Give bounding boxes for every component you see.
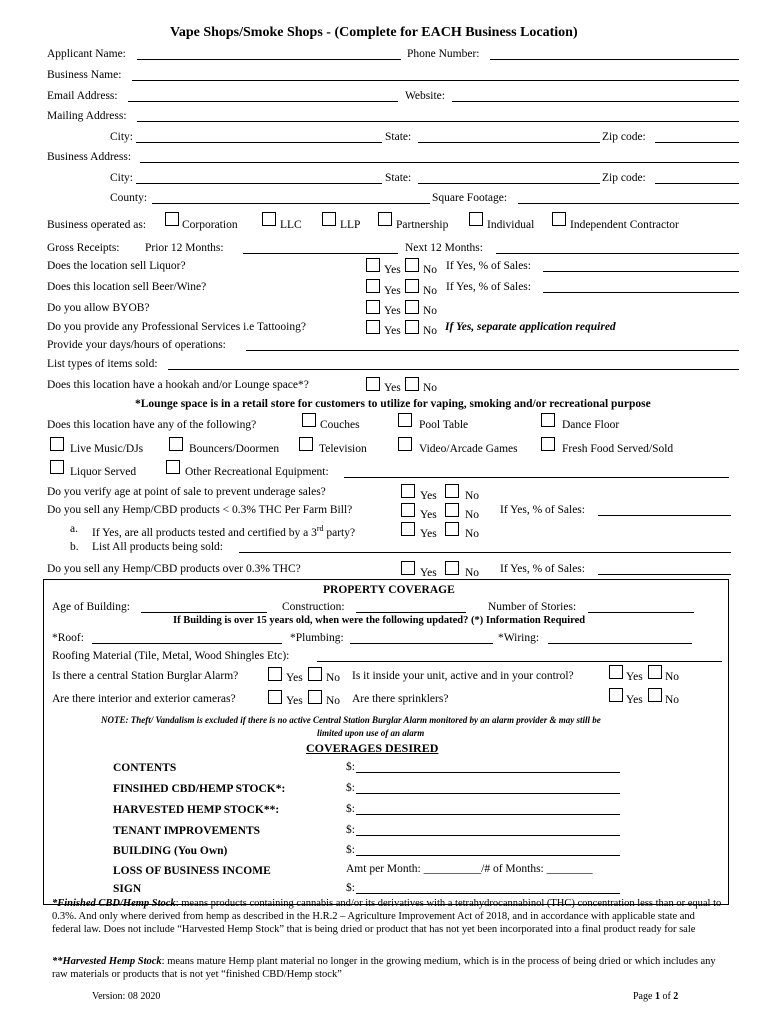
dance-floor-checkbox[interactable] — [541, 413, 555, 427]
features-question: Does this location have any of the following? — [47, 419, 257, 431]
pool-table-label: Pool Table — [419, 419, 469, 431]
harvested-hemp-label: HARVESTED HEMP STOCK**: — [113, 804, 280, 816]
sprinklers-question: Are there sprinklers? — [352, 693, 449, 705]
bouncers-checkbox[interactable] — [169, 437, 183, 451]
services-yes-label: Yes — [384, 325, 401, 337]
version-label: Version: 08 2020 — [92, 991, 161, 1002]
sprinklers-yes-checkbox[interactable] — [609, 688, 623, 702]
live-music-checkbox[interactable] — [50, 437, 64, 451]
fresh-food-checkbox[interactable] — [541, 437, 555, 451]
mailing-zip-field[interactable] — [655, 142, 739, 143]
liquor-question: Does the location sell Liquor? — [47, 260, 186, 272]
business-city-label: City: — [110, 172, 134, 184]
partnership-checkbox[interactable] — [378, 212, 392, 226]
finished-hemp-amount-field[interactable] — [356, 793, 620, 794]
burglar-alarm-question: Is there a central Station Burglar Alarm? — [52, 670, 239, 682]
hookah-question: Does this location have a hookah and/or Lounge space*? — [47, 379, 309, 391]
business-state-field[interactable] — [418, 183, 600, 184]
applicant-name-label: Applicant Name: — [47, 48, 126, 60]
hours-label: Provide your days/hours of operations: — [47, 339, 226, 351]
sign-amount-field[interactable] — [356, 893, 620, 894]
items-sold-field[interactable] — [168, 369, 739, 370]
beer-wine-pct-label: If Yes, % of Sales: — [446, 281, 531, 293]
liquor-served-checkbox[interactable] — [50, 460, 64, 474]
hemp-low-thc-question: Do you sell any Hemp/CBD products < 0.3% THC Per Farm Bill? — [47, 504, 353, 516]
cameras-question: Are there interior and exterior cameras? — [52, 693, 236, 705]
finished-hemp-label: FINSIHED CBD/HEMP STOCK*: — [113, 783, 286, 795]
gross-receipts-label: Gross Receipts: — [47, 242, 120, 254]
business-operated-as-label: Business operated as: — [47, 219, 147, 231]
prior-months-field[interactable] — [243, 253, 398, 254]
email-field[interactable] — [128, 101, 398, 102]
mailing-zip-label: Zip code: — [602, 131, 646, 143]
tenant-improvements-amount-field[interactable] — [356, 835, 620, 836]
hours-field[interactable] — [246, 350, 739, 351]
harvested-hemp-text: : means mature Hemp plant material no longer in the growing medium, which is in the process of being dried or which includes any raw materials or products that is not yet “finished CBD/Hemp stock” — [52, 956, 716, 980]
alarm-no-label: No — [326, 672, 341, 684]
couches-checkbox[interactable] — [302, 413, 316, 427]
mailing-city-label: City: — [110, 131, 134, 143]
stories-field[interactable] — [588, 612, 694, 613]
fresh-food-label: Fresh Food Served/Sold — [562, 443, 674, 455]
tested-certified-tail: party? — [323, 526, 356, 539]
website-label: Website: — [405, 90, 445, 102]
plumbing-label: *Plumbing: — [290, 632, 344, 644]
products-sold-field[interactable] — [239, 552, 731, 553]
mailing-address-field[interactable] — [137, 121, 739, 122]
television-checkbox[interactable] — [299, 437, 313, 451]
in-unit-no-label: No — [665, 671, 680, 683]
dance-floor-label: Dance Floor — [562, 419, 620, 431]
email-label: Email Address: — [47, 90, 118, 102]
other-equipment-checkbox[interactable] — [166, 460, 180, 474]
finished-hemp-definition — [52, 897, 724, 936]
business-name-field[interactable] — [132, 80, 739, 81]
mailing-city-field[interactable] — [136, 142, 382, 143]
tested-certified-question — [92, 522, 355, 540]
corporation-label: Corporation — [182, 219, 238, 231]
verify-age-question: Do you verify age at point of sale to prevent underage sales? — [47, 486, 326, 498]
page-total: 2 — [673, 991, 679, 1002]
page-of-word: of — [662, 991, 671, 1002]
page-current: 1 — [654, 991, 660, 1002]
sprinklers-no-label: No — [665, 694, 680, 706]
hemp-high-no-checkbox[interactable] — [445, 561, 459, 575]
business-address-field[interactable] — [140, 162, 739, 163]
hemp-low-yes-label: Yes — [420, 509, 437, 521]
hookah-yes-label: Yes — [384, 382, 401, 394]
building-update-note: If Building is over 15 years old, when were the following updated? (*) Information Required — [173, 615, 586, 626]
business-address-label: Business Address: — [47, 151, 132, 163]
tenant-improvements-amount-label: $: — [346, 824, 355, 836]
sprinklers-yes-label: Yes — [626, 694, 643, 706]
services-yes-checkbox[interactable] — [366, 320, 380, 334]
verify-age-yes-label: Yes — [420, 490, 437, 502]
liquor-no-label: No — [423, 264, 438, 276]
sign-label: SIGN — [113, 883, 142, 895]
business-name-label: Business Name: — [47, 69, 122, 81]
in-unit-no-checkbox[interactable] — [648, 665, 662, 679]
cameras-yes-label: Yes — [286, 695, 303, 707]
video-arcade-checkbox[interactable] — [398, 437, 412, 451]
stories-label: Number of Stories: — [488, 601, 577, 613]
llc-checkbox[interactable] — [262, 212, 276, 226]
hemp-low-no-label: No — [465, 509, 480, 521]
contents-amount-field[interactable] — [356, 772, 620, 773]
verify-age-no-label: No — [465, 490, 480, 502]
wiring-label: *Wiring: — [498, 632, 540, 644]
phone-label: Phone Number: — [407, 48, 480, 60]
alarm-exclusion-note-line2: limited upon use of an alarm — [317, 728, 425, 738]
business-city-field[interactable] — [136, 183, 382, 184]
byob-no-label: No — [423, 305, 438, 317]
pool-table-checkbox[interactable] — [398, 413, 412, 427]
mailing-state-field[interactable] — [418, 142, 600, 143]
business-zip-field[interactable] — [655, 183, 739, 184]
mailing-state-label: State: — [385, 131, 412, 143]
other-equipment-label: Other Recreational Equipment: — [185, 466, 329, 478]
county-label: County: — [110, 192, 148, 204]
roof-field[interactable] — [92, 643, 282, 644]
tested-certified-text: If Yes, are all products tested and certified by a 3 — [92, 526, 317, 539]
contents-amount-label: $: — [346, 761, 355, 773]
finished-hemp-text: : means products containing cannabis and/or its derivatives with a tetrahydrocannabinol (THC) concentration less than or equal to 0.3%. And only where derived from hemp as described in the H.R.2 – Agriculture Improvement Act of 2018, and in accordance with applicable state and federal law. Does not include “Harvested Hemp Stock” that is being dried or product that has not yet been incorporated into a final product ready for sale — [52, 898, 722, 935]
mailing-address-label: Mailing Address: — [47, 110, 127, 122]
roofing-material-field[interactable] — [317, 661, 722, 662]
coverages-heading: COVERAGES DESIRED — [306, 741, 439, 755]
independent-contractor-label: Independent Contractor — [570, 219, 679, 231]
services-question: Do you provide any Professional Services i.e Tattooing? — [47, 321, 306, 333]
hemp-high-no-label: No — [465, 567, 480, 579]
llp-checkbox[interactable] — [322, 212, 336, 226]
liquor-no-checkbox[interactable] — [405, 258, 419, 272]
liquor-pct-field[interactable] — [543, 271, 739, 272]
byob-yes-label: Yes — [384, 305, 401, 317]
partnership-label: Partnership — [396, 219, 449, 231]
alarm-no-checkbox[interactable] — [308, 667, 322, 681]
alarm-exclusion-note-line1: NOTE: Theft/ Vandalism is excluded if there is no active Central Station Burglar Alarm monitored by an alarm provider & may still be — [101, 715, 601, 725]
page-word: Page — [633, 991, 653, 1002]
sub-b-letter: b. — [70, 541, 79, 553]
tested-no-checkbox[interactable] — [445, 522, 459, 536]
business-state-label: State: — [385, 172, 412, 184]
beer-wine-no-checkbox[interactable] — [405, 279, 419, 293]
tested-no-label: No — [465, 528, 480, 540]
harvested-hemp-amount-field[interactable] — [356, 814, 620, 815]
business-zip-label: Zip code: — [602, 172, 646, 184]
tested-yes-label: Yes — [420, 528, 437, 540]
building-amount-field[interactable] — [356, 855, 620, 856]
couches-label: Couches — [320, 419, 360, 431]
plumbing-field[interactable] — [350, 643, 493, 644]
services-no-label: No — [423, 325, 438, 337]
llc-label: LLC — [280, 219, 302, 231]
beer-wine-question: Does this location sell Beer/Wine? — [47, 281, 207, 293]
wiring-field[interactable] — [548, 643, 692, 644]
applicant-name-field[interactable] — [137, 59, 401, 60]
roof-label: *Roof: — [52, 632, 84, 644]
sub-a-letter: a. — [70, 523, 78, 535]
county-field[interactable] — [152, 203, 430, 204]
corporation-checkbox[interactable] — [165, 212, 179, 226]
individual-label: Individual — [487, 219, 535, 231]
roofing-material-label: Roofing Material (Tile, Metal, Wood Shingles Etc): — [52, 650, 290, 662]
liquor-yes-checkbox[interactable] — [366, 258, 380, 272]
website-field[interactable] — [452, 101, 739, 102]
liquor-yes-label: Yes — [384, 264, 401, 276]
sprinklers-no-checkbox[interactable] — [648, 688, 662, 702]
verify-age-yes-checkbox[interactable] — [401, 484, 415, 498]
beer-wine-yes-label: Yes — [384, 285, 401, 297]
verify-age-no-checkbox[interactable] — [445, 484, 459, 498]
lounge-definition-note: *Lounge space is in a retail store for customers to utilize for vaping, smoking and/or recreational purpose — [135, 398, 651, 410]
separate-application-note: If Yes, separate application required — [445, 321, 616, 333]
cameras-no-label: No — [326, 695, 341, 707]
next-months-field[interactable] — [496, 253, 739, 254]
tested-yes-checkbox[interactable] — [401, 522, 415, 536]
harvested-hemp-definition — [52, 955, 724, 981]
liquor-pct-label: If Yes, % of Sales: — [446, 260, 531, 272]
building-amount-label: $: — [346, 844, 355, 856]
byob-yes-checkbox[interactable] — [366, 300, 380, 314]
beer-wine-yes-checkbox[interactable] — [366, 279, 380, 293]
in-unit-yes-label: Yes — [626, 671, 643, 683]
alarm-yes-checkbox[interactable] — [268, 667, 282, 681]
hemp-high-pct-field[interactable] — [598, 574, 731, 575]
finished-hemp-term: *Finished CBD/Hemp Stock — [52, 898, 176, 909]
page-title: Vape Shops/Smoke Shops - (Complete for EACH Business Location) — [170, 25, 578, 40]
llp-label: LLP — [340, 219, 361, 231]
hemp-high-yes-checkbox[interactable] — [401, 561, 415, 575]
page-number — [633, 990, 678, 1004]
building-age-field[interactable] — [141, 612, 267, 613]
finished-hemp-amount-label: $: — [346, 782, 355, 794]
bouncers-label: Bouncers/Doormen — [189, 443, 280, 455]
ordinal-suffix: rd — [316, 524, 324, 533]
loss-of-income-amount[interactable]: Amt per Month: __________/# of Months: ________ — [346, 863, 593, 875]
hemp-low-no-checkbox[interactable] — [445, 503, 459, 517]
services-no-checkbox[interactable] — [405, 320, 419, 334]
hookah-yes-checkbox[interactable] — [366, 377, 380, 391]
property-coverage-heading: PROPERTY COVERAGE — [323, 584, 455, 596]
tenant-improvements-label: TENANT IMPROVEMENTS — [113, 825, 261, 837]
construction-field[interactable] — [356, 612, 466, 613]
live-music-label: Live Music/DJs — [70, 443, 144, 455]
byob-no-checkbox[interactable] — [405, 300, 419, 314]
building-label: BUILDING (You Own) — [113, 845, 228, 857]
hemp-high-thc-question: Do you sell any Hemp/CBD products over 0.3% THC? — [47, 563, 301, 575]
cameras-yes-checkbox[interactable] — [268, 690, 282, 704]
loss-of-income-label: LOSS OF BUSINESS INCOME — [113, 865, 271, 877]
hookah-no-label: No — [423, 382, 438, 394]
building-age-label: Age of Building: — [52, 601, 130, 613]
sign-amount-label: $: — [346, 882, 355, 894]
prior-months-label: Prior 12 Months: — [145, 242, 224, 254]
byob-question: Do you allow BYOB? — [47, 302, 150, 314]
independent-contractor-checkbox[interactable] — [552, 212, 566, 226]
beer-wine-pct-field[interactable] — [543, 292, 739, 293]
alarm-in-unit-question: Is it inside your unit, active and in your control? — [352, 670, 574, 682]
phone-field[interactable] — [490, 59, 739, 60]
hemp-low-pct-label: If Yes, % of Sales: — [500, 504, 585, 516]
other-equipment-field[interactable] — [344, 477, 729, 478]
construction-label: Construction: — [282, 601, 345, 613]
harvested-hemp-term: **Harvested Hemp Stock — [52, 956, 162, 967]
hemp-low-pct-field[interactable] — [598, 515, 731, 516]
in-unit-yes-checkbox[interactable] — [609, 665, 623, 679]
hemp-high-pct-label: If Yes, % of Sales: — [500, 563, 585, 575]
hemp-high-yes-label: Yes — [420, 567, 437, 579]
beer-wine-no-label: No — [423, 285, 438, 297]
square-footage-label: Square Footage: — [432, 192, 508, 204]
video-arcade-label: Video/Arcade Games — [419, 443, 518, 455]
next-months-label: Next 12 Months: — [405, 242, 483, 254]
items-sold-label: List types of items sold: — [47, 358, 158, 370]
liquor-served-label: Liquor Served — [70, 466, 137, 478]
contents-label: CONTENTS — [113, 762, 177, 774]
television-label: Television — [319, 443, 367, 455]
harvested-hemp-amount-label: $: — [346, 803, 355, 815]
cameras-no-checkbox[interactable] — [308, 690, 322, 704]
square-footage-field[interactable] — [518, 203, 739, 204]
hookah-no-checkbox[interactable] — [405, 377, 419, 391]
hemp-low-yes-checkbox[interactable] — [401, 503, 415, 517]
alarm-yes-label: Yes — [286, 672, 303, 684]
products-sold-label: List All products being sold: — [92, 541, 223, 553]
individual-checkbox[interactable] — [469, 212, 483, 226]
